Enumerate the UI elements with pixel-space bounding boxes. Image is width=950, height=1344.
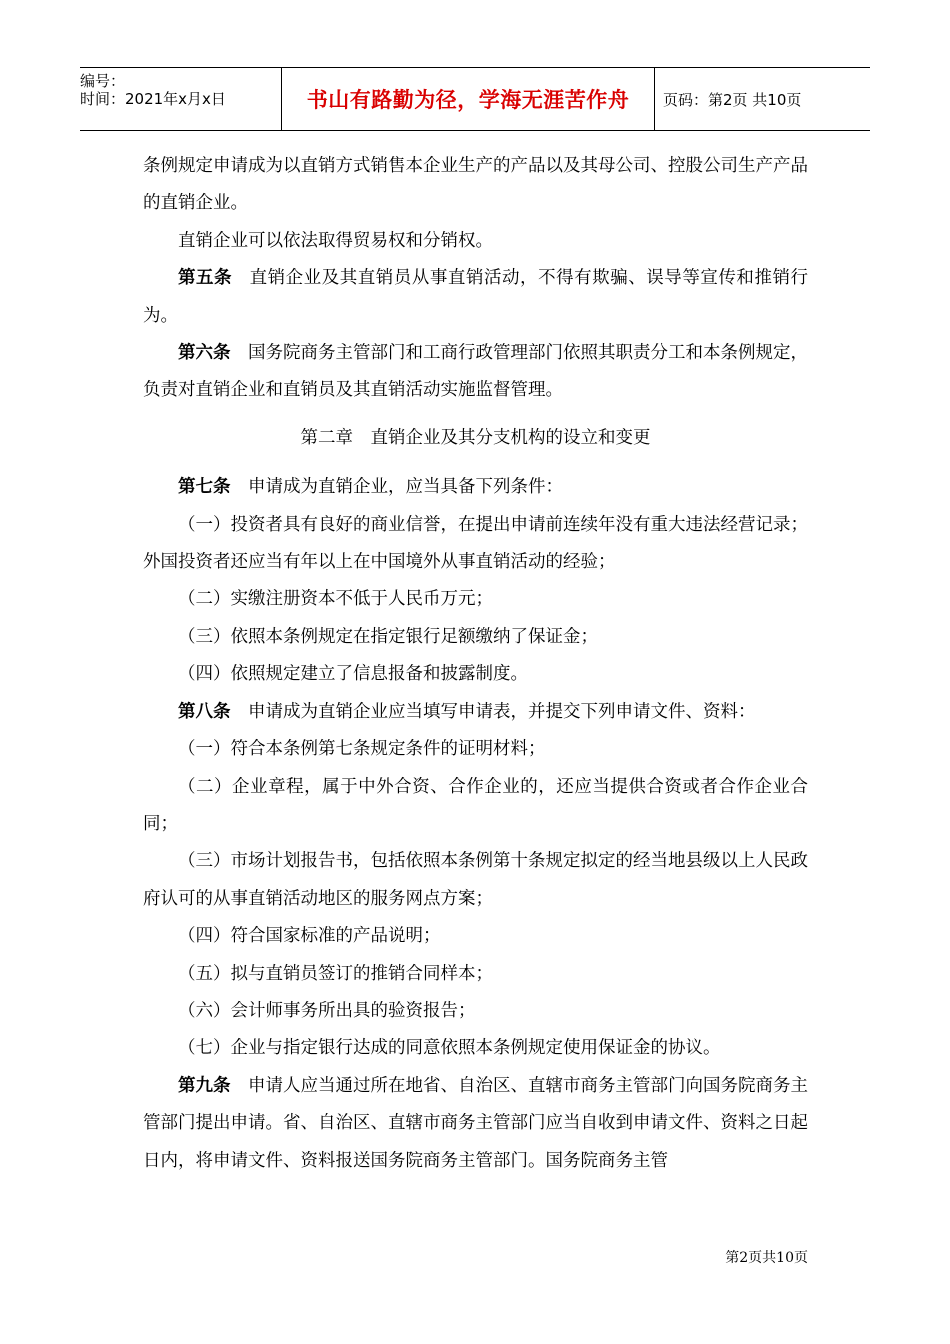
- chapter-title: 第二章 直销企业及其分支机构的设立和变更: [300, 427, 651, 448]
- list-item: （二）企业章程，属于中外合资、合作企业的，还应当提供合资或者合作企业合同；: [143, 776, 808, 834]
- page-header: [80, 67, 870, 131]
- list-item: （七）企业与指定银行达成的同意依照本条例规定使用保证金的协议。: [178, 1038, 721, 1059]
- article-paragraph: 第九条 申请人应当通过所在地省、自治区、直辖市商务主管部门向国务院商务主管部门提出申请。省、自治区、直辖市商务主管部门应当自收到申请文件、资料之日起日内，将申请文件、资料报送国务院商务主管部门。国务院商务主管: [143, 1075, 808, 1171]
- article-number: 第五条: [178, 268, 233, 289]
- header-meta: [80, 68, 282, 130]
- article-number: 第七条: [178, 477, 231, 498]
- list-item: （三）依照本条例规定在指定银行足额缴纳了保证金；: [178, 626, 598, 647]
- header-page-info: 页码：第2页 共10页: [663, 90, 802, 109]
- list-item: （二）实缴注册资本不低于人民币万元；: [178, 589, 493, 610]
- document-date: 时间：2021年x月x日: [80, 90, 226, 108]
- article-paragraph: 第八条 申请成为直销企业应当填写申请表，并提交下列申请文件、资料：: [178, 701, 756, 722]
- document-number-label: 编号：: [80, 72, 126, 90]
- list-item: （三）市场计划报告书，包括依照本条例第十条规定拟定的经当地县级以上人民政府认可的从事直销活动地区的服务网点方案；: [143, 851, 808, 909]
- list-item: （一）投资者具有良好的商业信誉，在提出申请前连续年没有重大违法经营记录；外国投资者还应当有年以上在中国境外从事直销活动的经验；: [143, 514, 808, 573]
- list-item: （四）符合国家标准的产品说明；: [178, 926, 441, 947]
- list-item: （六）会计师事务所出具的验资报告；: [178, 1000, 476, 1021]
- list-item: （五）拟与直销员签订的推销合同样本；: [178, 963, 493, 984]
- header-motto: 书山有路勤为径，学海无涯苦作舟: [282, 68, 655, 130]
- page-footer: 第2页共10页: [725, 1250, 808, 1266]
- article-paragraph: 第七条 申请成为直销企业，应当具备下列条件：: [178, 477, 563, 498]
- paragraph: 直销企业可以依法取得贸易权和分销权。: [178, 230, 493, 251]
- paragraph: 条例规定申请成为以直销方式销售本企业生产的产品以及其母公司、控股公司生产产品的直销企业。: [143, 156, 808, 214]
- document-body: [143, 148, 808, 1180]
- article-number: 第九条: [178, 1075, 231, 1096]
- list-item: （四）依照规定建立了信息报备和披露制度。: [178, 664, 528, 685]
- article-paragraph: 第五条 直销企业及其直销员从事直销活动，不得有欺骗、误导等宣传和推销行为。: [143, 268, 809, 326]
- article-number: 第六条: [178, 343, 231, 364]
- article-number: 第八条: [178, 701, 231, 722]
- article-paragraph: 第六条 国务院商务主管部门和工商行政管理部门依照其职责分工和本条例规定，负责对直销企业和直销员及其直销活动实施监督管理。: [143, 343, 808, 401]
- list-item: （一）符合本条例第七条规定条件的证明材料；: [178, 739, 546, 760]
